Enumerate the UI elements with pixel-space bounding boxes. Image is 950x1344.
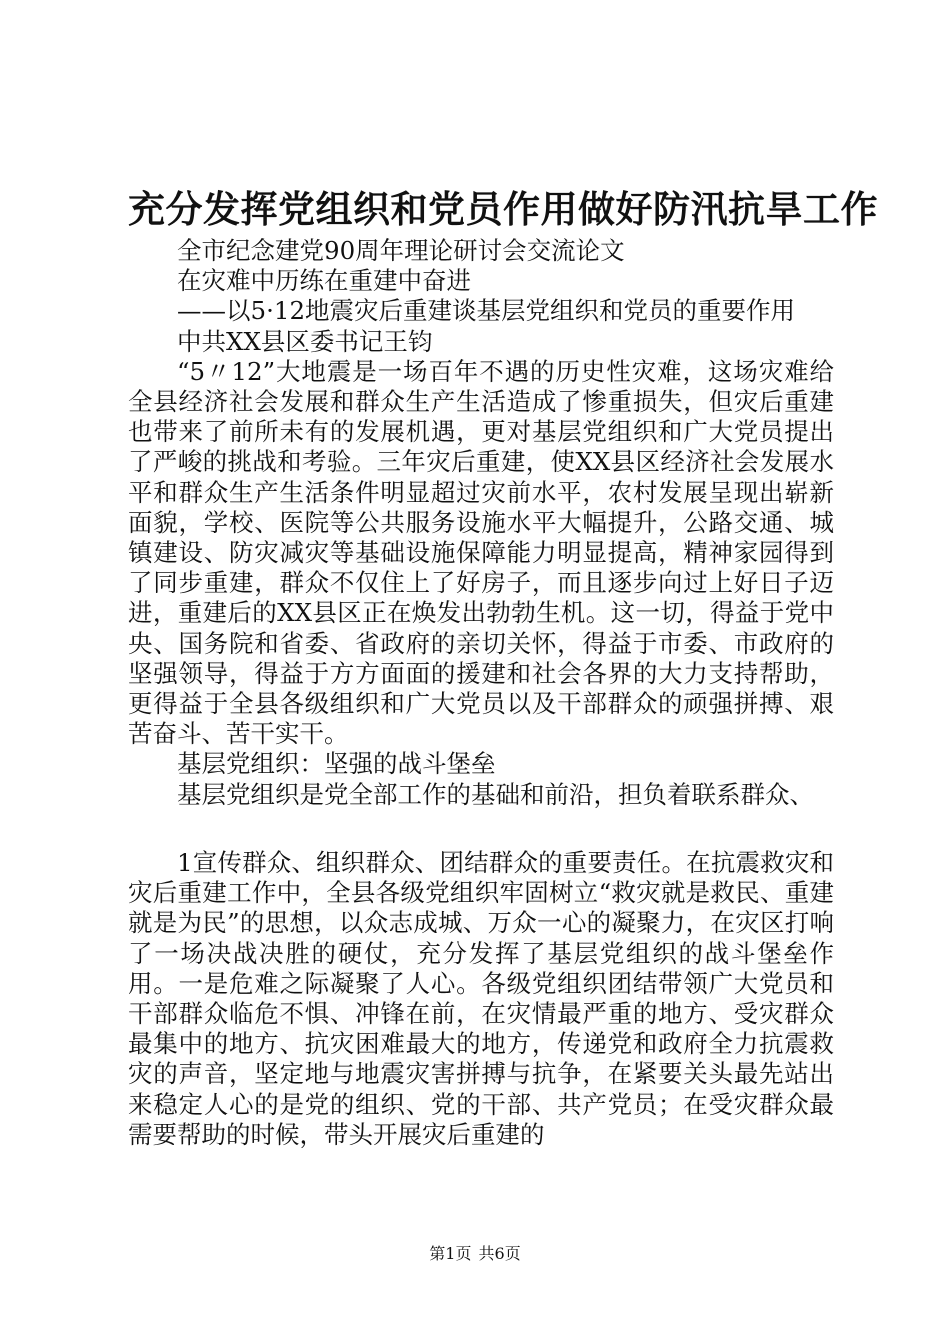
intro-paragraph: “5〃12”大地震是一场百年不遇的历史性灾难，这场灾难给全县经济社会发展和群众生产生活造成了惨重损失，但灾后重建也带来了前所未有的发展机遇，更对基层党组织和广大党员提出了严峻的挑战和考验。三年灾后重建，使XX县区经济社会发展水平和群众生产生活条件明显超过灾前水平，农村发展呈现出崭新面貌，学校、医院等公共服务设施水平大幅提升，公路交通、城镇建设、防灾减灾等基础设施保障能力明显提高，精神家园得到了同步重建，群众不仅住上了好房子，而且逐步向过上好日子迈进，重建后的XX县区正在焕发出勃勃生机。这一切，得益于党中央、国务院和省委、省政府的亲切关怀，得益于市委、市政府的坚强领导，得益于方方面面的援建和社会各界的大力支持帮助，更得益于全县各级组织和广大党员以及干部群众的顽强拼搏、艰苦奋斗、苦干实干。: [128, 356, 834, 749]
page-total: 共6页: [478, 1244, 521, 1263]
document-title: 充分发挥党组织和党员作用做好防汛抗旱工作: [128, 187, 878, 231]
subheading-paragraph: ——以5·12地震灾后重建谈基层党组织和党员的重要作用: [177, 296, 796, 326]
subtitle-paragraph: 全市纪念建党90周年理论研讨会交流论文: [177, 236, 625, 265]
section-heading: 基层党组织：坚强的战斗堡垒: [177, 749, 496, 779]
author-paragraph: 中共XX县区委书记王钧: [177, 326, 433, 356]
page-number: 第1页: [429, 1244, 472, 1263]
body-block-bottom: [128, 848, 834, 1150]
body-block-top: [128, 236, 834, 810]
section-paragraph-start: 基层党组织是党全部工作的基础和前沿，担负着联系群众、: [177, 779, 814, 809]
section-paragraph-continued: 1宣传群众、组织群众、团结群众的重要责任。在抗震救灾和灾后重建工作中，全县各级党组织牢固树立“救灾就是救民、重建就是为民”的思想，以众志成城、万众一心的凝聚力，在灾区打响了一场决战决胜的硬仗，充分发挥了基层党组织的战斗堡垒作用。一是危难之际凝聚了人心。各级党组织团结带领广大党员和干部群众临危不惧、冲锋在前，在灾情最严重的地方、受灾群众最集中的地方、抗灾困难最大的地方，传递党和政府全力抗震救灾的声音，坚定地与地震灾害拼搏与抗争，在紧要关头最先站出来稳定人心的是党的组织、党的干部、共产党员；在受灾群众最需要帮助的时候，带头开展灾后重建的: [128, 848, 834, 1149]
page-footer: [0, 1243, 950, 1265]
heading-paragraph: 在灾难中历练在重建中奋进: [177, 266, 471, 296]
